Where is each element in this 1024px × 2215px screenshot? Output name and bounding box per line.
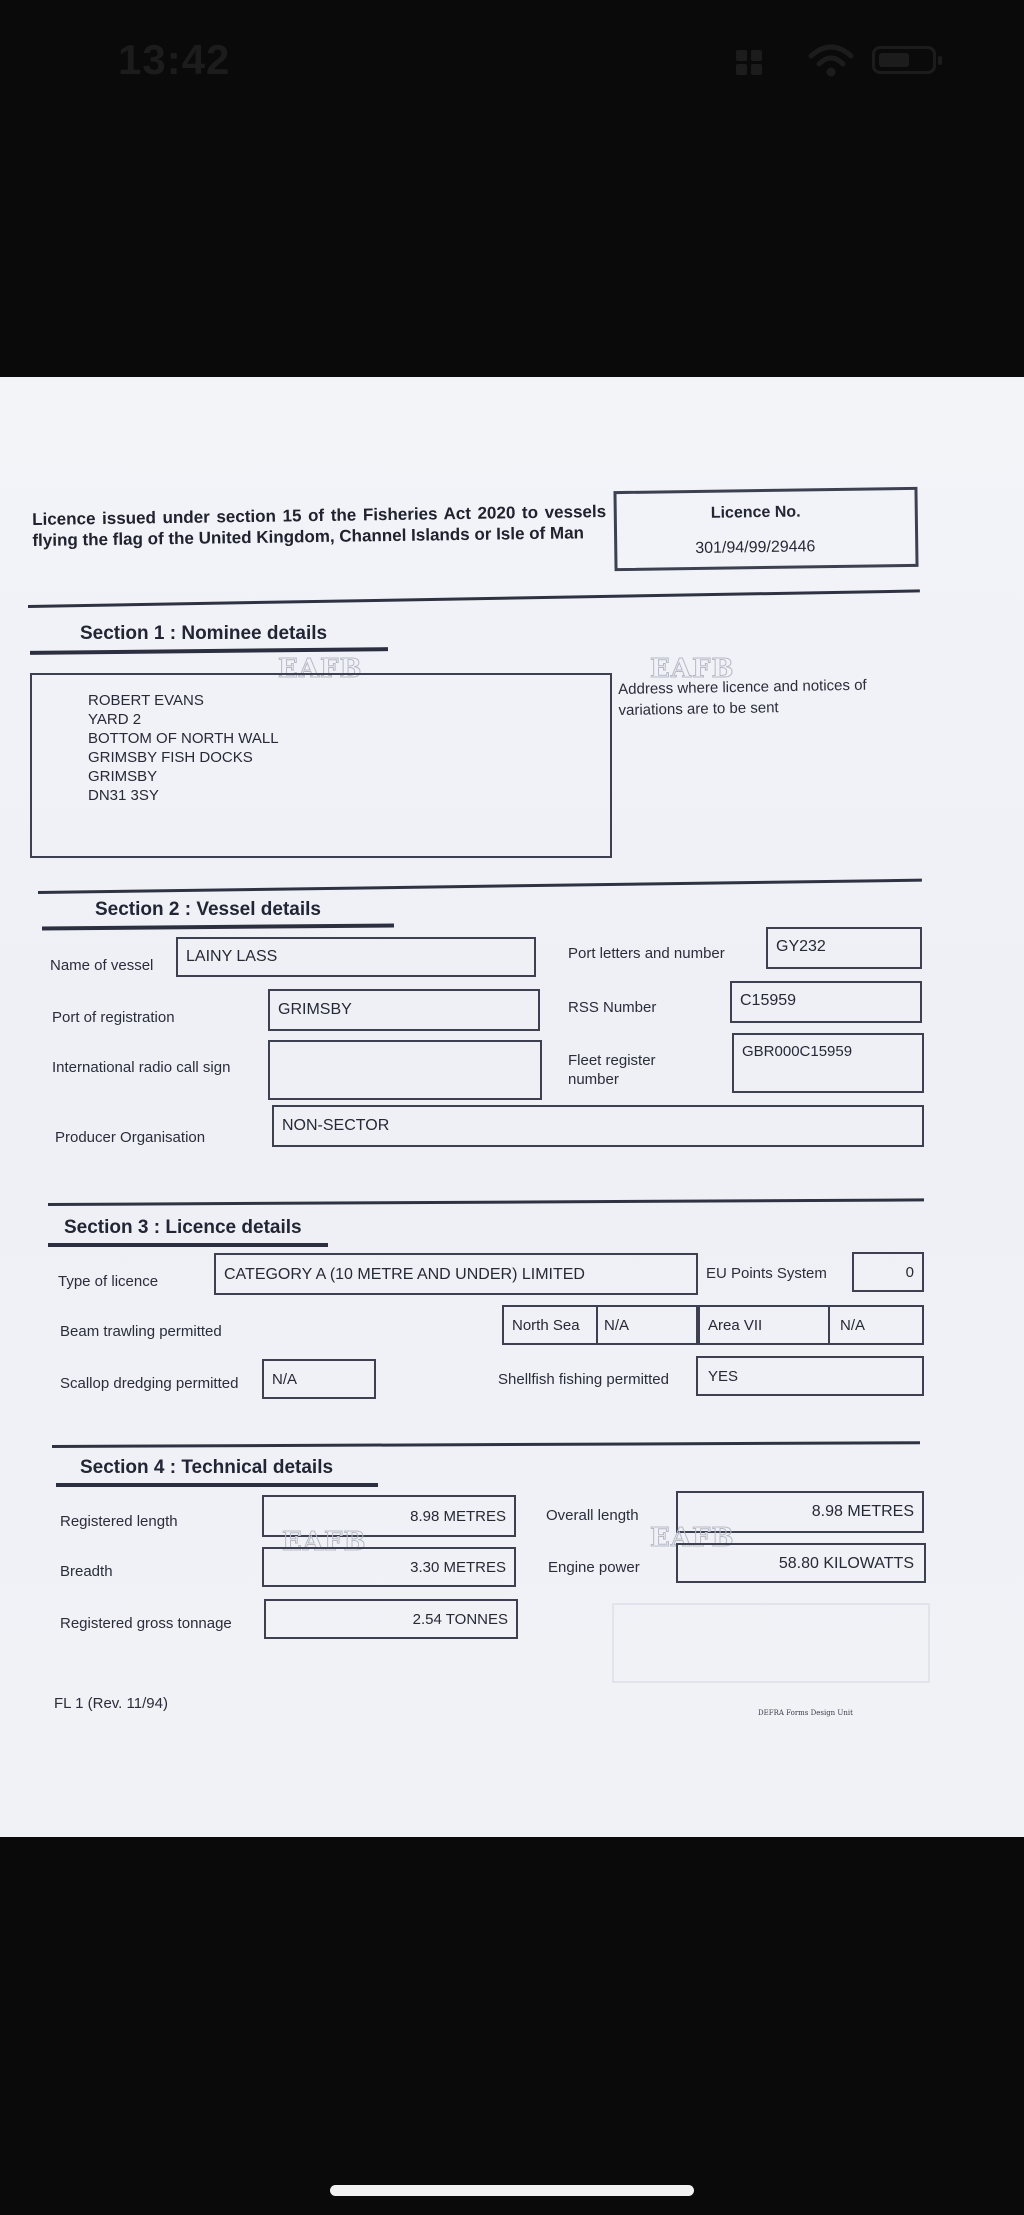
north-sea-label: North Sea — [512, 1317, 580, 1334]
rss-number-box — [730, 981, 922, 1023]
section4-rule — [52, 1441, 920, 1448]
licence-number-value: 301/94/99/29446 — [695, 538, 816, 557]
breadth-label: Breadth — [60, 1563, 113, 1580]
eu-points-value: 0 — [905, 1264, 914, 1281]
gross-tonnage-value: 2.54 TONNES — [412, 1611, 508, 1628]
licence-document — [0, 377, 1024, 1837]
area-vii-value: N/A — [840, 1317, 866, 1334]
engine-power-value: 58.80 KILOWATTS — [778, 1555, 914, 1572]
faint-show-through-box — [612, 1603, 930, 1683]
section4-underline — [56, 1483, 378, 1487]
section2-title: Section 2 : Vessel details — [95, 899, 321, 920]
radio-call-sign-box — [268, 1040, 542, 1100]
section4-title: Section 4 : Technical details — [80, 1457, 334, 1478]
producer-organisation-value: NON-SECTOR — [282, 1117, 390, 1134]
type-of-licence-label: Type of licence — [58, 1273, 159, 1290]
type-of-licence-value: CATEGORY A (10 METRE AND UNDER) LIMITED — [224, 1266, 585, 1283]
home-indicator[interactable] — [330, 2185, 694, 2196]
scallop-dredging-label: Scallop dredging permitted — [60, 1375, 239, 1392]
port-of-registration-value: GRIMSBY — [278, 1001, 352, 1018]
heading-rule — [28, 589, 920, 608]
name-of-vessel-value: LAINY LASS — [186, 948, 278, 965]
fleet-register-box — [732, 1033, 924, 1093]
port-letters-value: GY232 — [776, 938, 826, 955]
section2-rule — [38, 879, 922, 894]
section1-title: Section 1 : Nominee details — [80, 623, 328, 644]
address-line: BOTTOM OF NORTH WALL — [88, 730, 279, 747]
section3-underline — [48, 1243, 328, 1247]
fleet-register-label: Fleet register number — [568, 1052, 656, 1088]
address-line: ROBERT EVANS — [88, 692, 204, 709]
shellfish-fishing-value: YES — [708, 1368, 739, 1385]
scallop-dredging-box — [262, 1359, 376, 1399]
section3-rule — [48, 1198, 924, 1206]
radio-call-sign-label: International radio call sign — [52, 1059, 231, 1076]
shellfish-fishing-box — [696, 1356, 924, 1396]
nominee-address — [88, 691, 279, 805]
wifi-icon — [808, 44, 854, 78]
shellfish-fishing-label: Shellfish fishing permitted — [498, 1371, 669, 1388]
status-time: 13:42 — [118, 36, 231, 83]
eu-points-box — [852, 1252, 924, 1292]
north-sea-box — [502, 1305, 698, 1345]
battery-icon — [872, 46, 936, 74]
fleet-register-value: GBR000C15959 — [742, 1043, 853, 1060]
section3-title: Section 3 : Licence details — [64, 1217, 302, 1238]
gross-tonnage-label: Registered gross tonnage — [60, 1615, 232, 1632]
nominee-address-box — [30, 673, 612, 858]
name-of-vessel-label: Name of vessel — [50, 957, 154, 974]
rss-number-value: C15959 — [740, 992, 797, 1009]
port-letters-box — [766, 927, 922, 969]
rss-number-label: RSS Number — [568, 999, 657, 1016]
gross-tonnage-box — [264, 1599, 518, 1639]
address-line: GRIMSBY — [88, 768, 158, 785]
address-line: DN31 3SY — [88, 787, 159, 804]
beam-trawling-label: Beam trawling permitted — [60, 1323, 222, 1340]
watermark-logo: EAFB — [650, 654, 735, 684]
address-line: GRIMSBY FISH DOCKS — [88, 749, 253, 766]
engine-power-label: Engine power — [548, 1559, 640, 1576]
area-vii-box — [698, 1305, 924, 1345]
breadth-box — [262, 1547, 516, 1587]
type-of-licence-box — [214, 1253, 698, 1295]
overall-length-label: Overall length — [546, 1507, 639, 1524]
eu-points-label: EU Points System — [706, 1265, 827, 1282]
port-of-registration-label: Port of registration — [52, 1009, 175, 1026]
area-vii-label: Area VII — [708, 1317, 763, 1334]
north-sea-divider — [596, 1307, 598, 1343]
watermark-logo: EAFB — [650, 1523, 735, 1553]
producer-organisation-box — [272, 1105, 924, 1147]
section2-underline — [42, 923, 394, 930]
port-of-registration-box — [268, 989, 540, 1031]
north-sea-value: N/A — [604, 1317, 630, 1334]
status-bar — [0, 0, 1024, 120]
registered-length-label: Registered length — [60, 1513, 178, 1530]
area-vii-divider — [828, 1307, 830, 1343]
registered-length-value: 8.98 METRES — [410, 1508, 506, 1525]
address-line: YARD 2 — [88, 711, 142, 728]
design-unit-credit: DEFRA Forms Design Unit — [758, 1709, 853, 1717]
licence-number-label: Licence No. — [710, 503, 801, 522]
name-of-vessel-box — [176, 937, 536, 977]
watermark-logo: EAFB — [278, 654, 363, 684]
breadth-value: 3.30 METRES — [410, 1559, 506, 1576]
licence-number-box — [613, 487, 918, 571]
watermark-logo: EAFB — [282, 1527, 367, 1557]
engine-power-box — [676, 1543, 926, 1583]
overall-length-value: 8.98 METRES — [811, 1503, 914, 1520]
address-note: Address where licence and notices of variations are to be sent — [618, 676, 867, 719]
cellular-signal-icon — [736, 50, 764, 76]
form-code: FL 1 (Rev. 11/94) — [54, 1695, 168, 1712]
port-letters-label: Port letters and number — [568, 945, 725, 962]
document-heading: Licence issued under section 15 of the Fisheries Act 2020 to vessels flying the flag of the United Kingdom, Channel Islands or Isle of Man — [32, 501, 607, 550]
scallop-dredging-value: N/A — [272, 1371, 298, 1388]
producer-organisation-label: Producer Organisation — [55, 1129, 206, 1146]
